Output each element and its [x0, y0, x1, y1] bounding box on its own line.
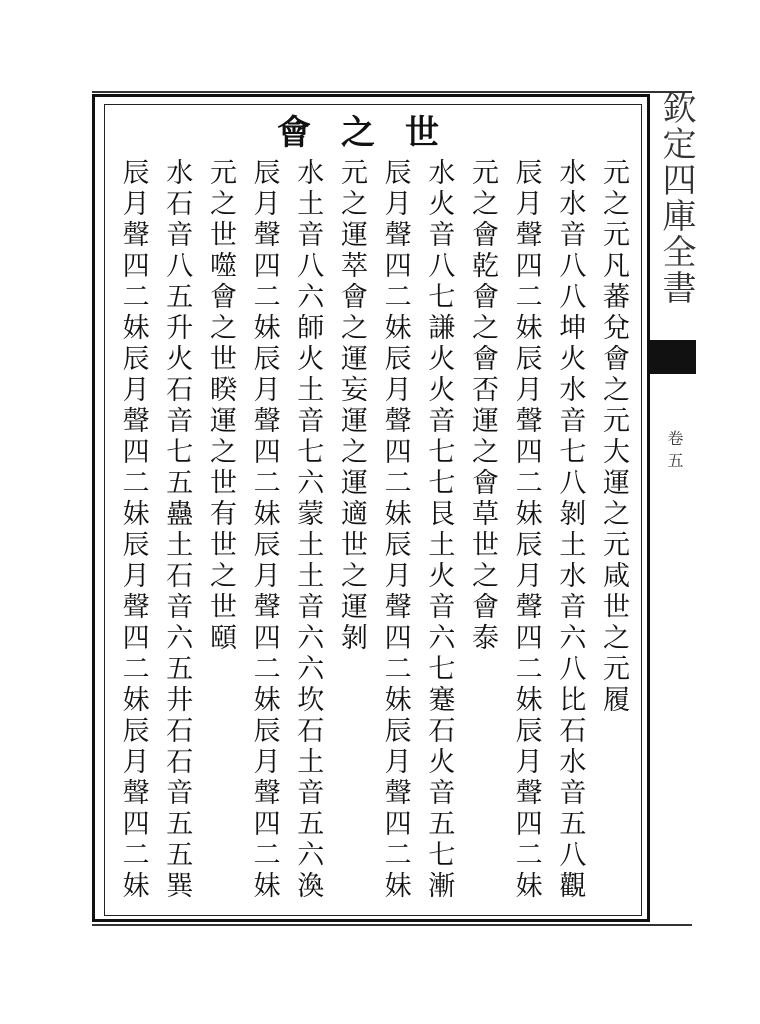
margin-juan-number: 卷五: [665, 430, 684, 474]
text-column: 元之世噬會之世睽運之世有世之世頤: [204, 158, 236, 654]
page-title: 會之世: [277, 113, 469, 153]
text-column: 辰月聲四二妹辰月聲四二妹辰月聲四二妹辰月聲四二妹: [510, 158, 542, 902]
text-column: 水火音八七謙火火音七七艮土火音六七蹇石火音五七漸: [423, 158, 455, 902]
text-column: 水水音八八坤火水音七八剝土水音六八比石水音五八觀: [554, 158, 586, 902]
text-column: 元之運萃會之運妄運之運適世之運剝: [335, 158, 367, 654]
text-column: 水石音八五升火石音七五蠱土石音六五井石石音五五巽: [161, 158, 193, 902]
bottom-border-line: [92, 924, 692, 926]
top-border-line: [92, 91, 692, 93]
fish-tail-mark: [650, 340, 696, 374]
text-column: 辰月聲四二妹辰月聲四二妹辰月聲四二妹辰月聲四二妹: [117, 158, 149, 902]
text-column: 辰月聲四二妹辰月聲四二妹辰月聲四二妹辰月聲四二妹: [248, 158, 280, 902]
text-columns: [112, 158, 636, 908]
text-column: 水土音八六師火土音七六蒙土土音六六坎石土音五六渙: [292, 158, 324, 902]
text-column: 辰月聲四二妹辰月聲四二妹辰月聲四二妹辰月聲四二妹: [379, 158, 411, 902]
text-column: 元之元凡蕃兌會之元大運之元咸世之元履: [598, 158, 629, 716]
text-column: 元之會乾會之會否運之會草世之會泰: [466, 158, 498, 654]
margin-book-title: 欽定四庫全書: [656, 90, 696, 306]
